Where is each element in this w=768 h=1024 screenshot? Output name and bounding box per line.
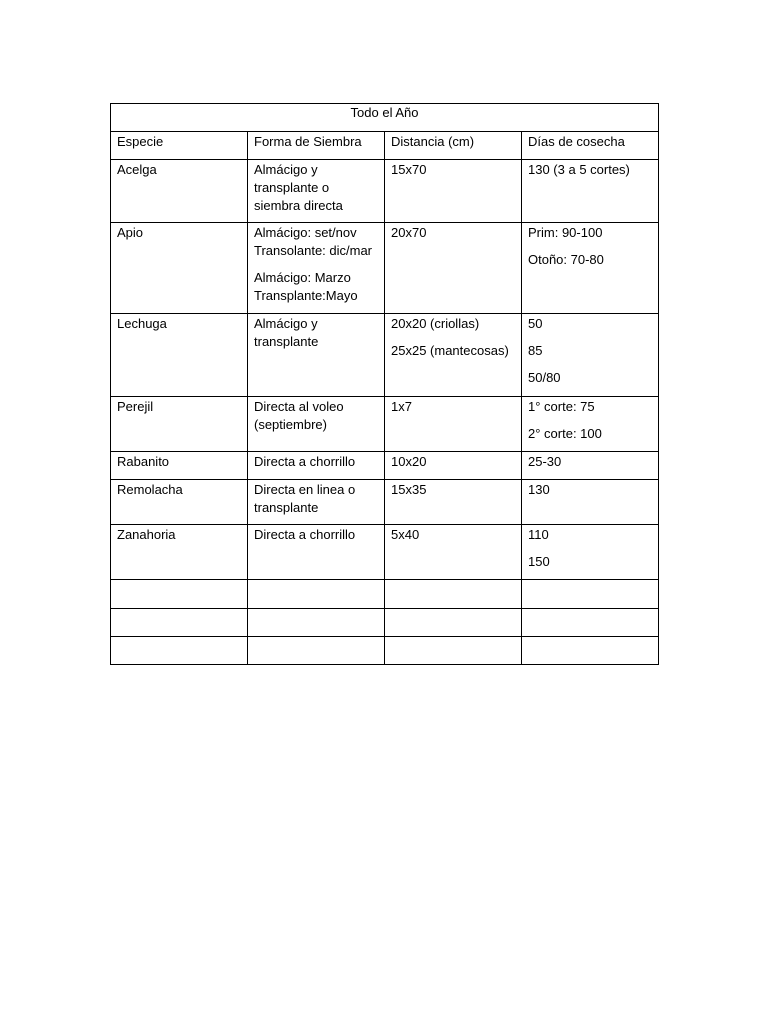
empty-cell	[522, 637, 659, 665]
cell-dias	[522, 160, 659, 223]
empty-cell	[111, 580, 248, 609]
cell-text: 85	[528, 343, 543, 358]
cell-text: 110	[528, 527, 549, 542]
cell-text: Directa a chorrillo	[254, 527, 356, 542]
cell-dias	[522, 525, 659, 580]
cell-especie: Apio	[111, 223, 248, 314]
cell-distancia	[385, 223, 522, 314]
header-distancia: Distancia (cm)	[385, 132, 522, 160]
empty-cell	[522, 609, 659, 637]
table-header-row	[111, 132, 659, 160]
cell-text: 150	[528, 554, 550, 569]
cell-text: 130 (3 a 5 cortes)	[528, 162, 630, 177]
empty-cell	[111, 609, 248, 637]
cell-especie: Perejil	[111, 397, 248, 452]
cell-text: Directa en linea o transplante	[254, 482, 356, 515]
table-row	[111, 480, 659, 525]
cell-text: 15x70	[391, 162, 427, 177]
empty-cell	[248, 580, 385, 609]
cell-text: 15x35	[391, 482, 427, 497]
empty-cell	[385, 637, 522, 665]
cell-text: Almácigo y transplante	[254, 316, 319, 349]
cell-forma	[248, 223, 385, 314]
cell-text: Almácigo: set/nov	[254, 225, 357, 240]
table-title: Todo el Año	[111, 104, 659, 132]
cell-text: 50/80	[528, 370, 561, 385]
cell-forma	[248, 160, 385, 223]
cell-especie: Rabanito	[111, 452, 248, 480]
cell-distancia	[385, 314, 522, 397]
header-especie: Especie	[111, 132, 248, 160]
cell-forma	[248, 480, 385, 525]
table-row	[111, 314, 659, 397]
empty-cell	[385, 609, 522, 637]
cell-especie: Lechuga	[111, 314, 248, 397]
cell-text: 130	[528, 482, 550, 497]
empty-cell	[248, 609, 385, 637]
cell-text: Almácigo y transplante o siembra directa	[254, 162, 343, 213]
cell-text: 20x20 (criollas)	[391, 316, 480, 331]
table-row	[111, 397, 659, 452]
cell-text: Otoño: 70-80	[528, 252, 604, 267]
cell-text: Transolante: dic/mar	[254, 243, 373, 258]
crop-table	[110, 103, 659, 665]
cell-text: 25-30	[528, 454, 562, 469]
cell-text: Directa a chorrillo	[254, 454, 356, 469]
cell-distancia	[385, 525, 522, 580]
cell-text: 50	[528, 316, 543, 331]
table-title-row	[111, 104, 659, 132]
table-row	[111, 525, 659, 580]
table-row	[111, 160, 659, 223]
cell-distancia	[385, 452, 522, 480]
cell-text: 20x70	[391, 225, 427, 240]
cell-text: 25x25 (mantecosas)	[391, 343, 509, 358]
cell-distancia	[385, 397, 522, 452]
cell-text: Transplante:Mayo	[254, 288, 358, 303]
header-forma-de-siembra: Forma de Siembra	[248, 132, 385, 160]
empty-table-row	[111, 580, 659, 609]
cell-forma	[248, 397, 385, 452]
cell-especie: Acelga	[111, 160, 248, 223]
empty-table-row	[111, 609, 659, 637]
cell-text: 1° corte: 75	[528, 399, 595, 414]
cell-dias	[522, 397, 659, 452]
empty-cell	[111, 637, 248, 665]
empty-cell	[522, 580, 659, 609]
table-row	[111, 452, 659, 480]
cell-forma	[248, 314, 385, 397]
cell-text: 5x40	[391, 527, 420, 542]
cell-text: Directa al voleo (septiembre)	[254, 399, 344, 432]
cell-text: 2° corte: 100	[528, 426, 602, 441]
table-row	[111, 223, 659, 314]
cell-dias	[522, 314, 659, 397]
header-dias-de-cosecha: Días de cosecha	[522, 132, 659, 160]
empty-cell	[385, 580, 522, 609]
empty-cell	[248, 637, 385, 665]
cell-text: 10x20	[391, 454, 427, 469]
cell-forma	[248, 525, 385, 580]
cell-text: Prim: 90-100	[528, 225, 603, 240]
cell-dias	[522, 480, 659, 525]
cell-especie: Zanahoria	[111, 525, 248, 580]
cell-distancia	[385, 480, 522, 525]
cell-dias	[522, 452, 659, 480]
cell-dias	[522, 223, 659, 314]
empty-table-row	[111, 637, 659, 665]
cell-especie: Remolacha	[111, 480, 248, 525]
cell-text: 1x7	[391, 399, 412, 414]
cell-text: Almácigo: Marzo	[254, 270, 351, 285]
cell-forma	[248, 452, 385, 480]
cell-distancia	[385, 160, 522, 223]
